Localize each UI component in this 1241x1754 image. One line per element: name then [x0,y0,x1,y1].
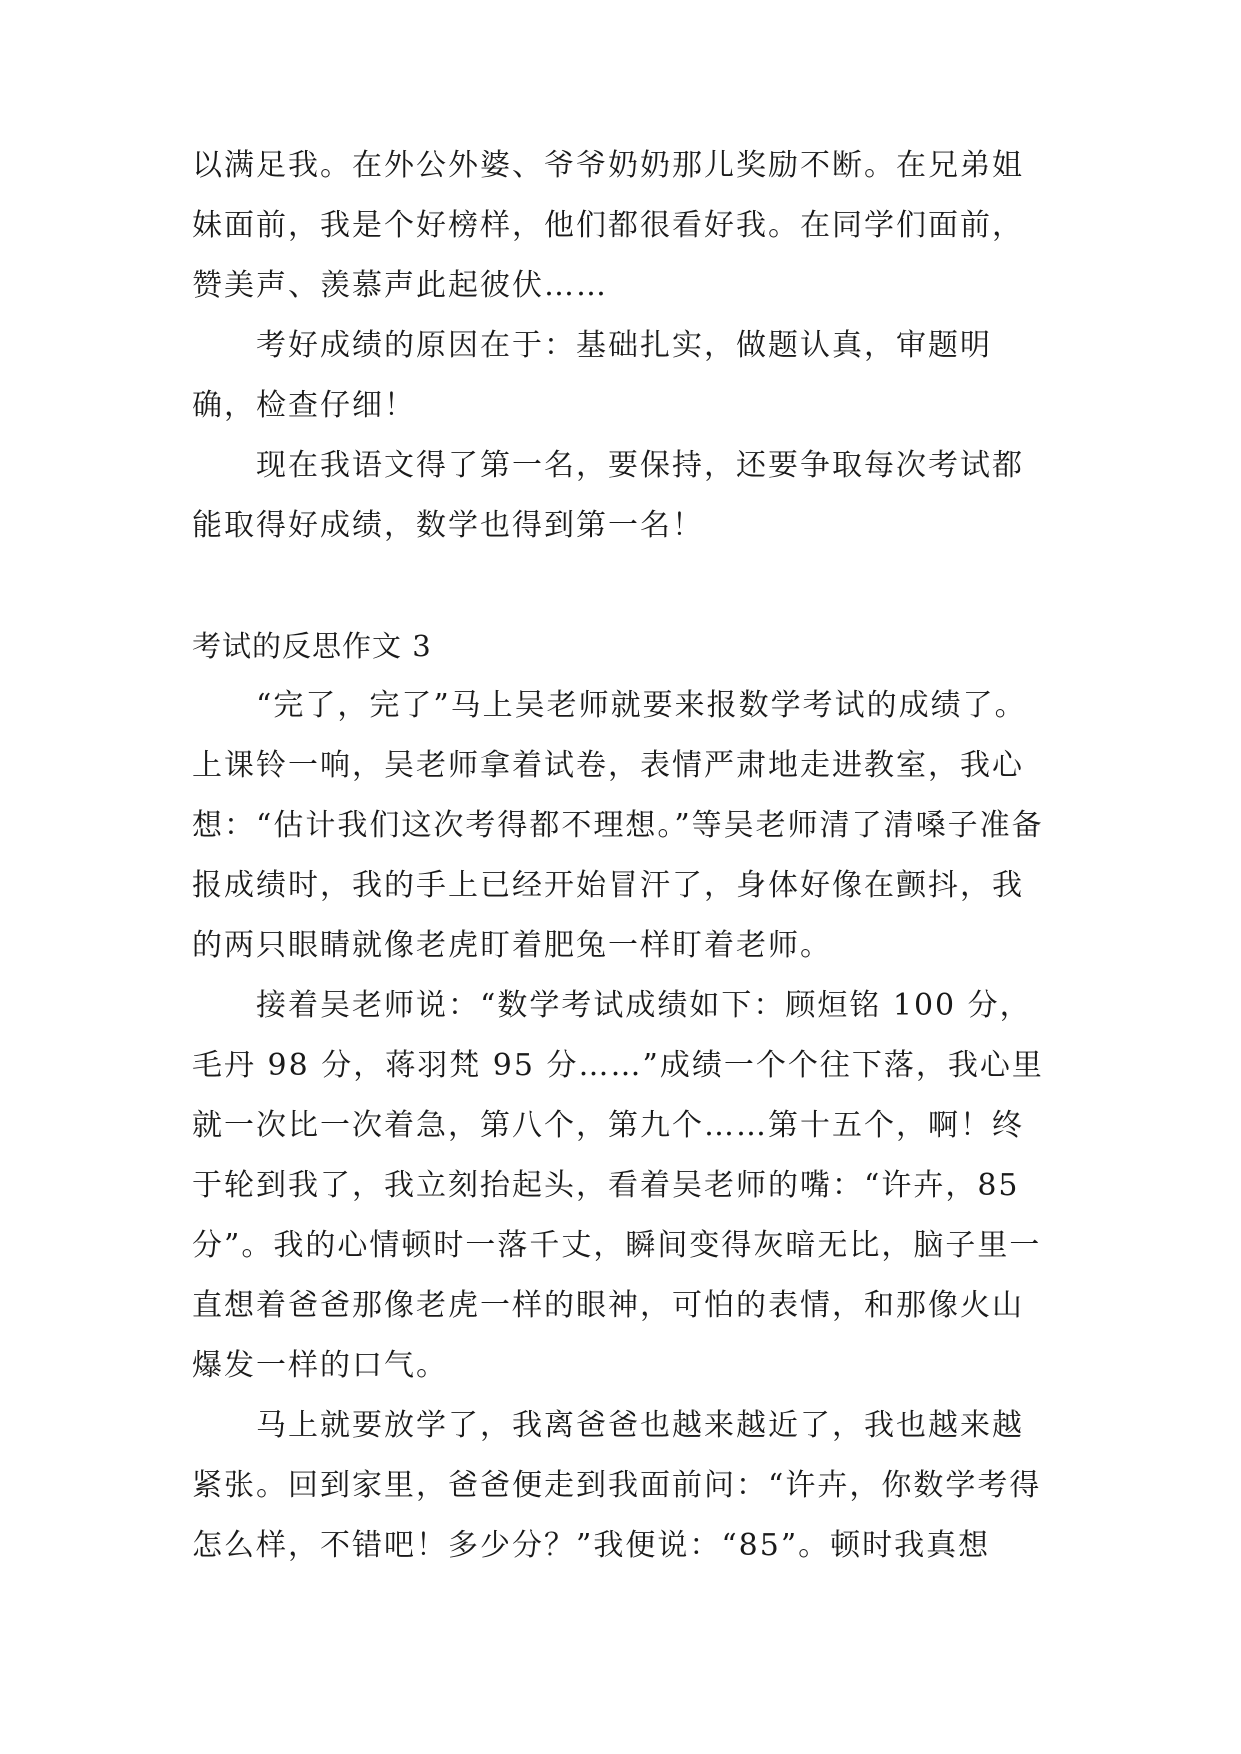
document-body [192,136,1052,1576]
paragraph-6: 马上就要放学了，我离爸爸也越来越近了，我也越来越紧张。回到家里，爸爸便走到我面前问：“许卉，你数学考得怎么样，不错吧！多少分？”我便说：“85”。顿时我真想 [192,1408,1042,1563]
section-gap [192,556,1052,616]
paragraph-3: 现在我语文得了第一名，要保持，还要争取每次考试都能取得好成绩，数学也得到第一名！ [192,448,1024,543]
paragraph-5: 接着吴老师说：“数学考试成绩如下：顾烜铭 100 分，毛丹 98 分，蒋羽梵 95 分……”成绩一个个往下落，我心里就一次比一次着急，第八个，第九个……第十五个，啊！终于轮到我了，我立刻抬起头，看着吴老师的嘴：“许卉，85 分”。我的心情顿时一落千丈，瞬间变得灰暗无比，脑子里一直想着爸爸那像老虎一样的眼神，可怕的表情，和那像火山爆发一样的口气。 [192,988,1044,1383]
paragraph-2: 考好成绩的原因在于：基础扎实，做题认真，审题明确，检查仔细！ [192,328,992,423]
paragraph-4: “完了，完了”马上吴老师就要来报数学考试的成绩了。上课铃一响，吴老师拿着试卷，表情严肃地走进教室，我心想：“估计我们这次考得都不理想。”等吴老师清了清嗓子准备报成绩时，我的手上已经开始冒汗了，身体好像在颤抖，我的两只眼睛就像老虎盯着肥兔一样盯着老师。 [192,688,1044,963]
paragraph-1: 以满足我。在外公外婆、爷爷奶奶那儿奖励不断。在兄弟姐妹面前，我是个好榜样，他们都很看好我。在同学们面前，赞美声、羡慕声此起彼伏…… [192,148,1024,303]
section-title: 考试的反思作文 3 [192,629,432,663]
